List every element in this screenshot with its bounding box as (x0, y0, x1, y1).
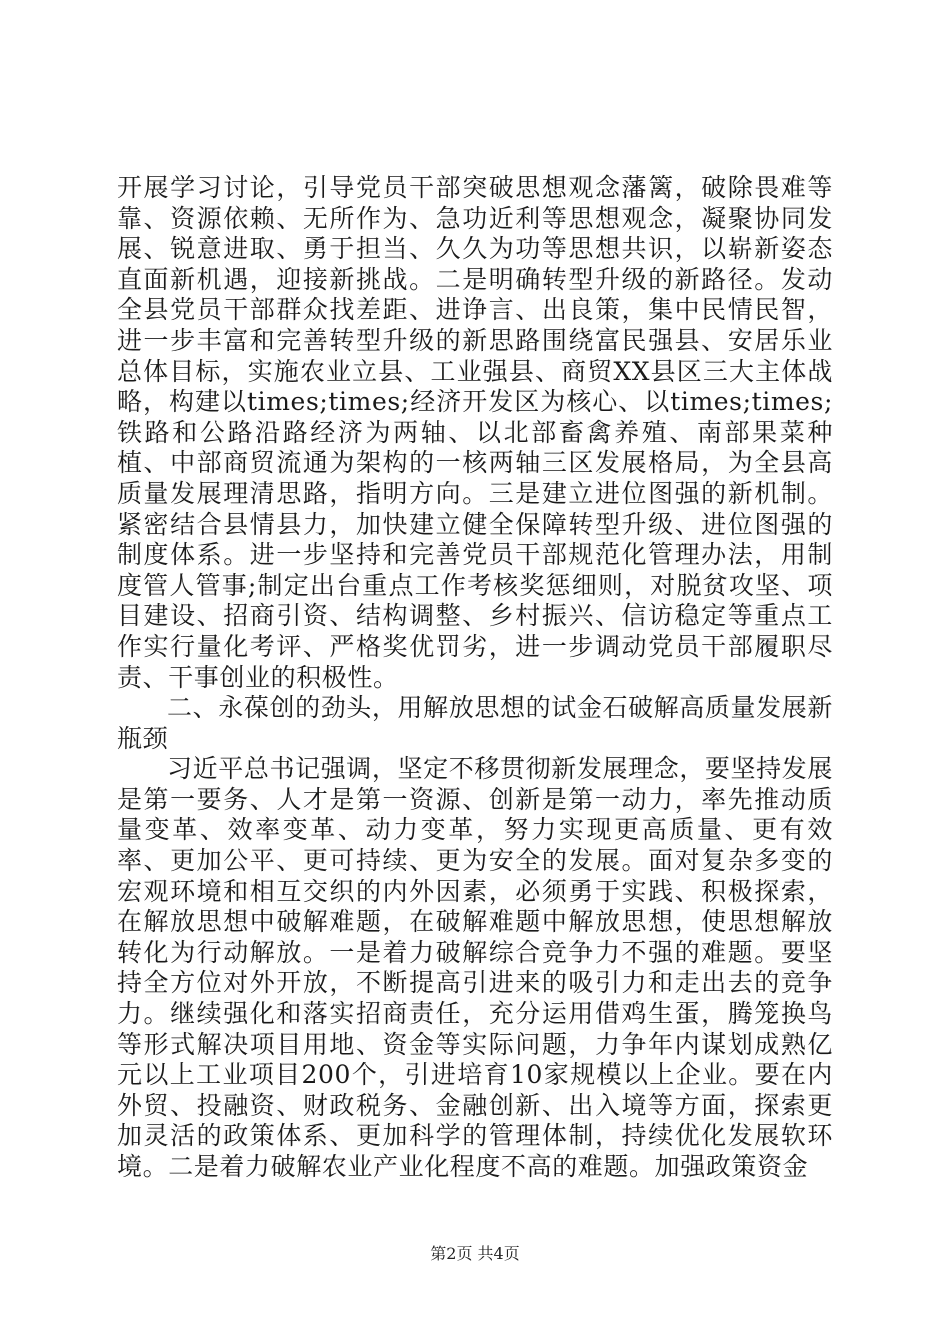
page-number-footer: 第2页 共4页 (430, 1244, 520, 1263)
section-heading: 二、永葆创的劲头，用解放思想的试金石破解高质量发展新瓶颈 (117, 693, 833, 753)
paragraph-1: 开展学习讨论，引导党员干部突破思想观念藩篱，破除畏难等靠、资源依赖、无所作为、急功近利等思想观念，凝聚协同发展、锐意进取、勇于担当、久久为功等思想共识，以崭新姿态直面新机遇，迎接新挑战。二是明确转型升级的新路径。发动全县党员干部群众找差距、进诤言、出良策，集中民情民智，进一步丰富和完善转型升级的新思路围绕富民强县、安居乐业总体目标，实施农业立县、工业强县、商贸XX县区三大主体战略，构建以times;times;经济开发区为核心、以times;times;铁路和公路沿路经济为两轴、以北部畜禽养殖、南部果菜种植、中部商贸流通为架构的一核两轴三区发展格局，为全县高质量发展理清思路，指明方向。三是建立进位图强的新机制。紧密结合县情县力，加快建立健全保障转型升级、进位图强的制度体系。进一步坚持和完善党员干部规范化管理办法，用制度管人管事;制定出台重点工作考核奖惩细则，对脱贫攻坚、项目建设、招商引资、结构调整、乡村振兴、信访稳定等重点工作实行量化考评、严格奖优罚劣，进一步调动党员干部履职尽责、干事创业的积极性。 (117, 173, 833, 692)
document-body (117, 173, 833, 1183)
paragraph-3: 习近平总书记强调，坚定不移贯彻新发展理念，要坚持发展是第一要务、人才是第一资源、创新是第一动力，率先推动质量变革、效率变革、动力变革，努力实现更高质量、更有效率、更加公平、更可持续、更为安全的发展。面对复杂多变的宏观环境和相互交织的内外因素，必须勇于实践、积极探索，在解放思想中破解难题，在破解难题中解放思想，使思想解放转化为行动解放。一是着力破解综合竞争力不强的难题。要坚持全方位对外开放，不断提高引进来的吸引力和走出去的竞争力。继续强化和落实招商责任，充分运用借鸡生蛋，腾笼换鸟等形式解决项目用地、资金等实际问题，力争年内谋划成熟亿元以上工业项目200个，引进培育10家规模以上企业。要在内外贸、投融资、财政税务、金融创新、出入境等方面，探索更加灵活的政策体系、更加科学的管理体制，持续优化发展软环境。二是着力破解农业产业化程度不高的难题。加强政策资金 (117, 754, 833, 1181)
